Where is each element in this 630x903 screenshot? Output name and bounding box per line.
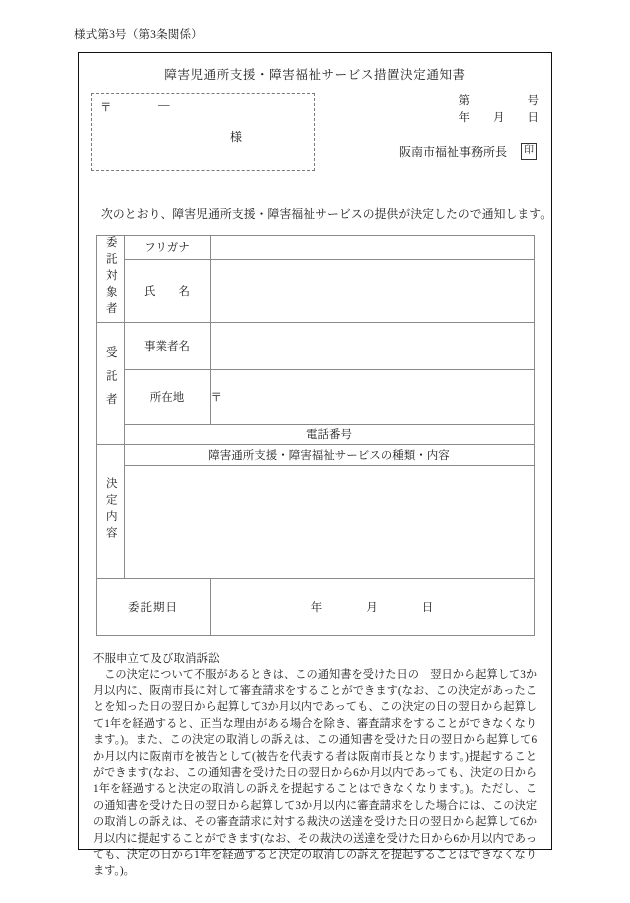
table-row-entrust-period (96, 578, 534, 635)
entrust-period-date-parts (289, 602, 456, 614)
business-name-label: 事業者名 (124, 322, 210, 369)
table-row-phone (96, 424, 534, 444)
document-title: 障害児通所支援・障害福祉サービス措置決定通知書 (164, 68, 466, 82)
phone-label: 電話番号 (124, 424, 534, 444)
entrust-period-label: 委託期日 (96, 578, 210, 635)
appeal-notice-body: この決定について不服があるときは、この通知書を受けた日の 翌日から起算して3か月以内に、阪南市長に対して審査請求をすることができます(なお、この決定があったことを知った日の翌日から起算して3か月以内であっても、この決定の日の翌日から起算して1年を経過すると、正当な理由がある場合を除き、審査請求をすることができなくなります。)。また、この決定の取消しの訴えは、この通知書を受けた日の翌日から起算して6か月以内に阪南市を被告として(被告を代表する者は阪南市長となります。)提起することができます(なお、この通知書を受けた日の翌日から6か月以内であっても、決定の日から1年を経過すると決定の取消しの訴えを提起することはできなくなります。)。ただし、この通知書を受けた日の翌日から起算して3か月以内に審査請求をした場合には、この決定の取消しの訴えは、その審査請求に対する裁決の送達を受けた日の翌日から起算して6か月以内に提起することができます(なお、その裁決の送達を受けた日から6か月以内であっても、決定の日から1年を経過すると決定の取消しの訴えを提起することはできなくなります。)。 (93, 668, 537, 878)
table-row-furigana (96, 236, 534, 260)
period-day-label: 日 (421, 601, 434, 614)
table-row-address (96, 369, 534, 424)
address-postal-mark-icon: 〒 (210, 391, 222, 404)
issuer-row (289, 143, 539, 160)
decision-label-cell (96, 444, 124, 578)
appeal-notice (93, 650, 537, 880)
entrust-period-date-cell[interactable] (210, 578, 534, 635)
entrust-target-label-cell (96, 236, 124, 323)
decision-table (96, 235, 535, 636)
furigana-label: フリガナ (124, 236, 210, 260)
document-date-line: 年 月 日 (458, 112, 539, 124)
service-content-cell[interactable] (124, 465, 534, 578)
document-meta (289, 93, 539, 160)
table-row-name (96, 259, 534, 322)
business-name-value-cell[interactable] (210, 322, 534, 369)
furigana-value-cell[interactable] (210, 236, 534, 260)
contractor-label: 受託者 (104, 346, 117, 417)
document-number-line: 第 号 (458, 95, 539, 107)
period-month-label: 月 (366, 601, 378, 614)
lead-sentence: 次のとおり、障害児通所支援・障害福祉サービスの提供が決定したので通知します。 (101, 207, 553, 221)
document-frame (78, 52, 553, 878)
address-value-cell[interactable] (210, 369, 534, 424)
seal-stamp-icon: 印 (521, 143, 537, 160)
period-year-label: 年 (310, 601, 323, 614)
name-value-cell[interactable] (210, 259, 534, 322)
table-row-service-header (96, 444, 534, 465)
table-row-business-name (96, 322, 534, 369)
contractor-label-cell (96, 322, 124, 444)
recipient-honorific: 様 (230, 130, 243, 144)
decision-label: 決定内容 (104, 476, 117, 543)
address-label: 所在地 (124, 369, 210, 424)
header-zone (79, 93, 551, 205)
name-label: 氏 名 (124, 259, 210, 322)
recipient-address-box (91, 93, 315, 171)
table-row-service-body (96, 465, 534, 578)
entrust-target-label: 委託対象者 (104, 236, 117, 319)
service-type-header: 障害通所支援・障害福祉サービスの種類・内容 (124, 444, 534, 465)
form-number: 様式第3号（第3条関係） (74, 29, 203, 41)
postal-mark-icon: 〒 (100, 102, 112, 114)
appeal-notice-title: 不服申立て及び取消訴訟 (93, 652, 220, 665)
postal-code-dash: ― (158, 99, 170, 111)
issuer-name: 阪南市福祉事務所長 (398, 145, 507, 159)
